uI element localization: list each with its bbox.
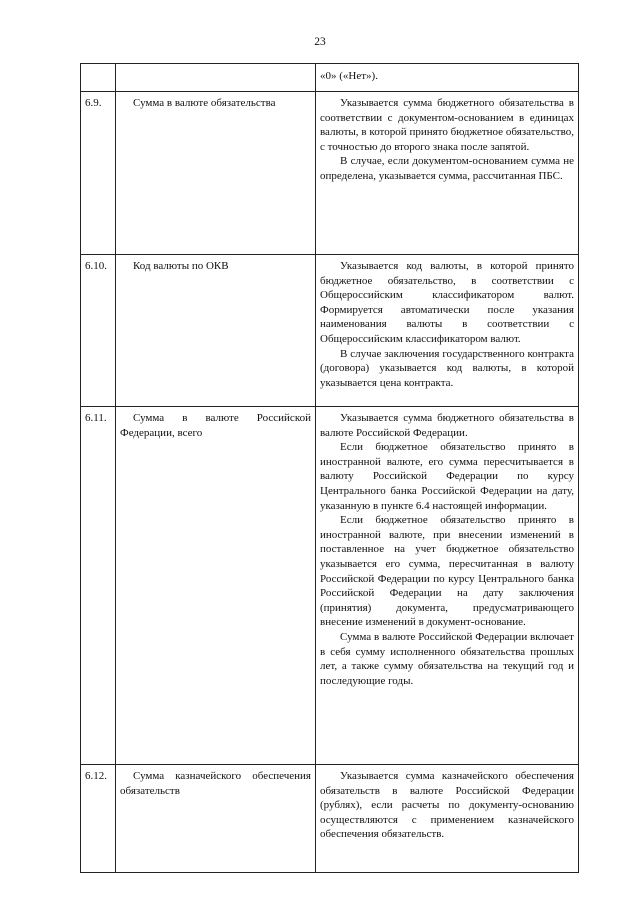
row-field-name <box>116 64 316 92</box>
table-row <box>81 765 579 873</box>
description-paragraph: Если бюджетное обязательство принято в иностранной валюте, при внесении изменений в поставленное на учет бюджетное обязательство указывается его сумма, пересчитанная в валюту Российской Федерации по курсу Центрального банка Российской Федерации на дату заключения (принятия) документа, предусматривающего внесение изменений в документ-основание. <box>320 514 574 629</box>
row-field-name: Код валюты по ОКВ <box>116 255 316 407</box>
row-field-name: Сумма в валюте обязательства <box>116 92 316 255</box>
row-field-name: Сумма казначейского обеспечения обязательств <box>116 765 316 873</box>
table-row <box>81 92 579 255</box>
row-number <box>81 64 116 92</box>
description-paragraph: Указывается сумма бюджетного обязательства в валюте Российской Федерации. <box>320 412 574 439</box>
row-description <box>316 255 579 407</box>
description-paragraph: Сумма в валюте Российской Федерации включает в себя сумму исполненного обязательства прошлых лет, а также сумму обязательства на текущий год и последующие годы. <box>320 630 574 687</box>
description-paragraph: В случае, если документом-основанием сумма не определена, указывается сумма, рассчитанная ПБС. <box>320 155 574 182</box>
row-description <box>316 765 579 873</box>
row-description <box>316 407 579 765</box>
description-paragraph: Указывается код валюты, в которой принято бюджетное обязательство, в соответствии с Общероссийским классификатором валют. Формируется автоматически после указания наименования валюты в соответствии с Общероссийским классификатором валют. <box>320 260 574 345</box>
row-number: 6.12. <box>81 765 116 873</box>
row-description <box>316 92 579 255</box>
row-number: 6.9. <box>81 92 116 255</box>
table-row <box>81 407 579 765</box>
row-number: 6.10. <box>81 255 116 407</box>
table-row <box>81 255 579 407</box>
requisites-table <box>80 63 579 873</box>
description-paragraph: В случае заключения государственного контракта (договора) указывается код валюты, в которой указывается цена контракта. <box>320 347 574 389</box>
description-paragraph: Указывается сумма казначейского обеспечения обязательств в валюте Российской Федерации (рублях), если расчеты по документу-основанию осуществляются с применением казначейского обеспечения обязательств. <box>320 770 574 841</box>
row-description <box>316 64 579 92</box>
page-number: 23 <box>314 36 326 48</box>
row-number: 6.11. <box>81 407 116 765</box>
description-paragraph: Если бюджетное обязательство принято в иностранной валюте, его сумма пересчитывается в валюту Российской Федерации по курсу Центрального банка Российской Федерации на дату, указанную в пункте 6.4 настоящей информации. <box>320 441 574 512</box>
row-field-name: Сумма в валюте Российской Федерации, всего <box>116 407 316 765</box>
description-paragraph: Указывается сумма бюджетного обязательства в соответствии с документом-основанием в единицах валюты, в которой принято бюджетное обязательство, с точностью до второго знака после запятой. <box>320 97 574 153</box>
table-row <box>81 64 579 92</box>
description-paragraph: «0» («Нет»). <box>320 70 378 82</box>
